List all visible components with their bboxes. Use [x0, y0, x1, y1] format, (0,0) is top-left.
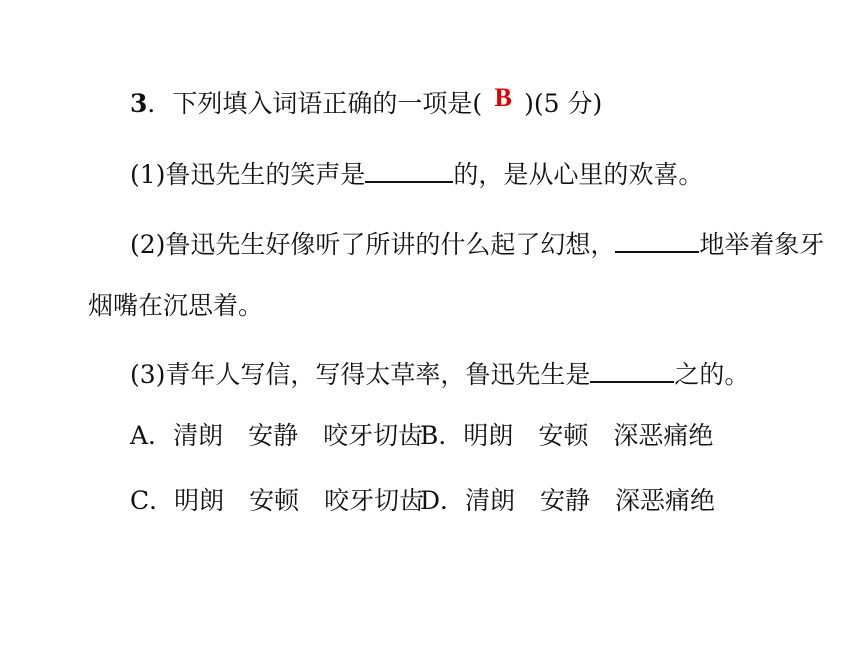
question-number: 3 [130, 89, 148, 118]
question-stem-text: ．下列填入词语正确的一项是( [147, 89, 483, 118]
item-3-text-after: 之的。 [674, 360, 750, 389]
option-c-letter: C． [130, 486, 175, 515]
option-c-text: 明朗 安顿 咬牙切齿 [174, 486, 425, 515]
option-a-text: 清朗 安静 咬牙切齿 [173, 421, 424, 450]
option-a-letter: A． [130, 421, 174, 450]
option-d [420, 485, 715, 517]
item-2-text-before: (2)鲁迅先生好像听了所讲的什么起了幻想， [130, 230, 616, 259]
item-1 [130, 155, 703, 191]
option-d-text: 清朗 安静 深恶痛绝 [465, 486, 716, 515]
item-2-continuation [88, 290, 263, 322]
item-2-text-after: 地举着象牙 [699, 230, 825, 259]
item-2 [130, 225, 824, 261]
question-stem [130, 83, 603, 120]
option-c [130, 485, 424, 517]
item-1-text-after: 的，是从心里的欢喜。 [453, 160, 704, 189]
item-2-blank [615, 225, 699, 253]
option-b-letter: B． [420, 421, 464, 450]
item-3-blank [590, 355, 674, 383]
item-3 [130, 355, 749, 391]
question-score: )(5 分) [524, 89, 603, 118]
answer-mark: B [494, 83, 512, 112]
item-1-text-before: (1)鲁迅先生的笑声是 [130, 160, 366, 189]
item-3-text-before: (3)青年人写信，写得太草率，鲁迅先生是 [130, 360, 591, 389]
item-1-blank [365, 155, 453, 183]
item-2-continuation-text: 烟嘴在沉思着。 [88, 291, 264, 320]
option-a [130, 420, 423, 452]
option-b-text: 明朗 安顿 深恶痛绝 [463, 421, 714, 450]
option-d-letter: D． [420, 486, 466, 515]
option-b [420, 420, 713, 452]
